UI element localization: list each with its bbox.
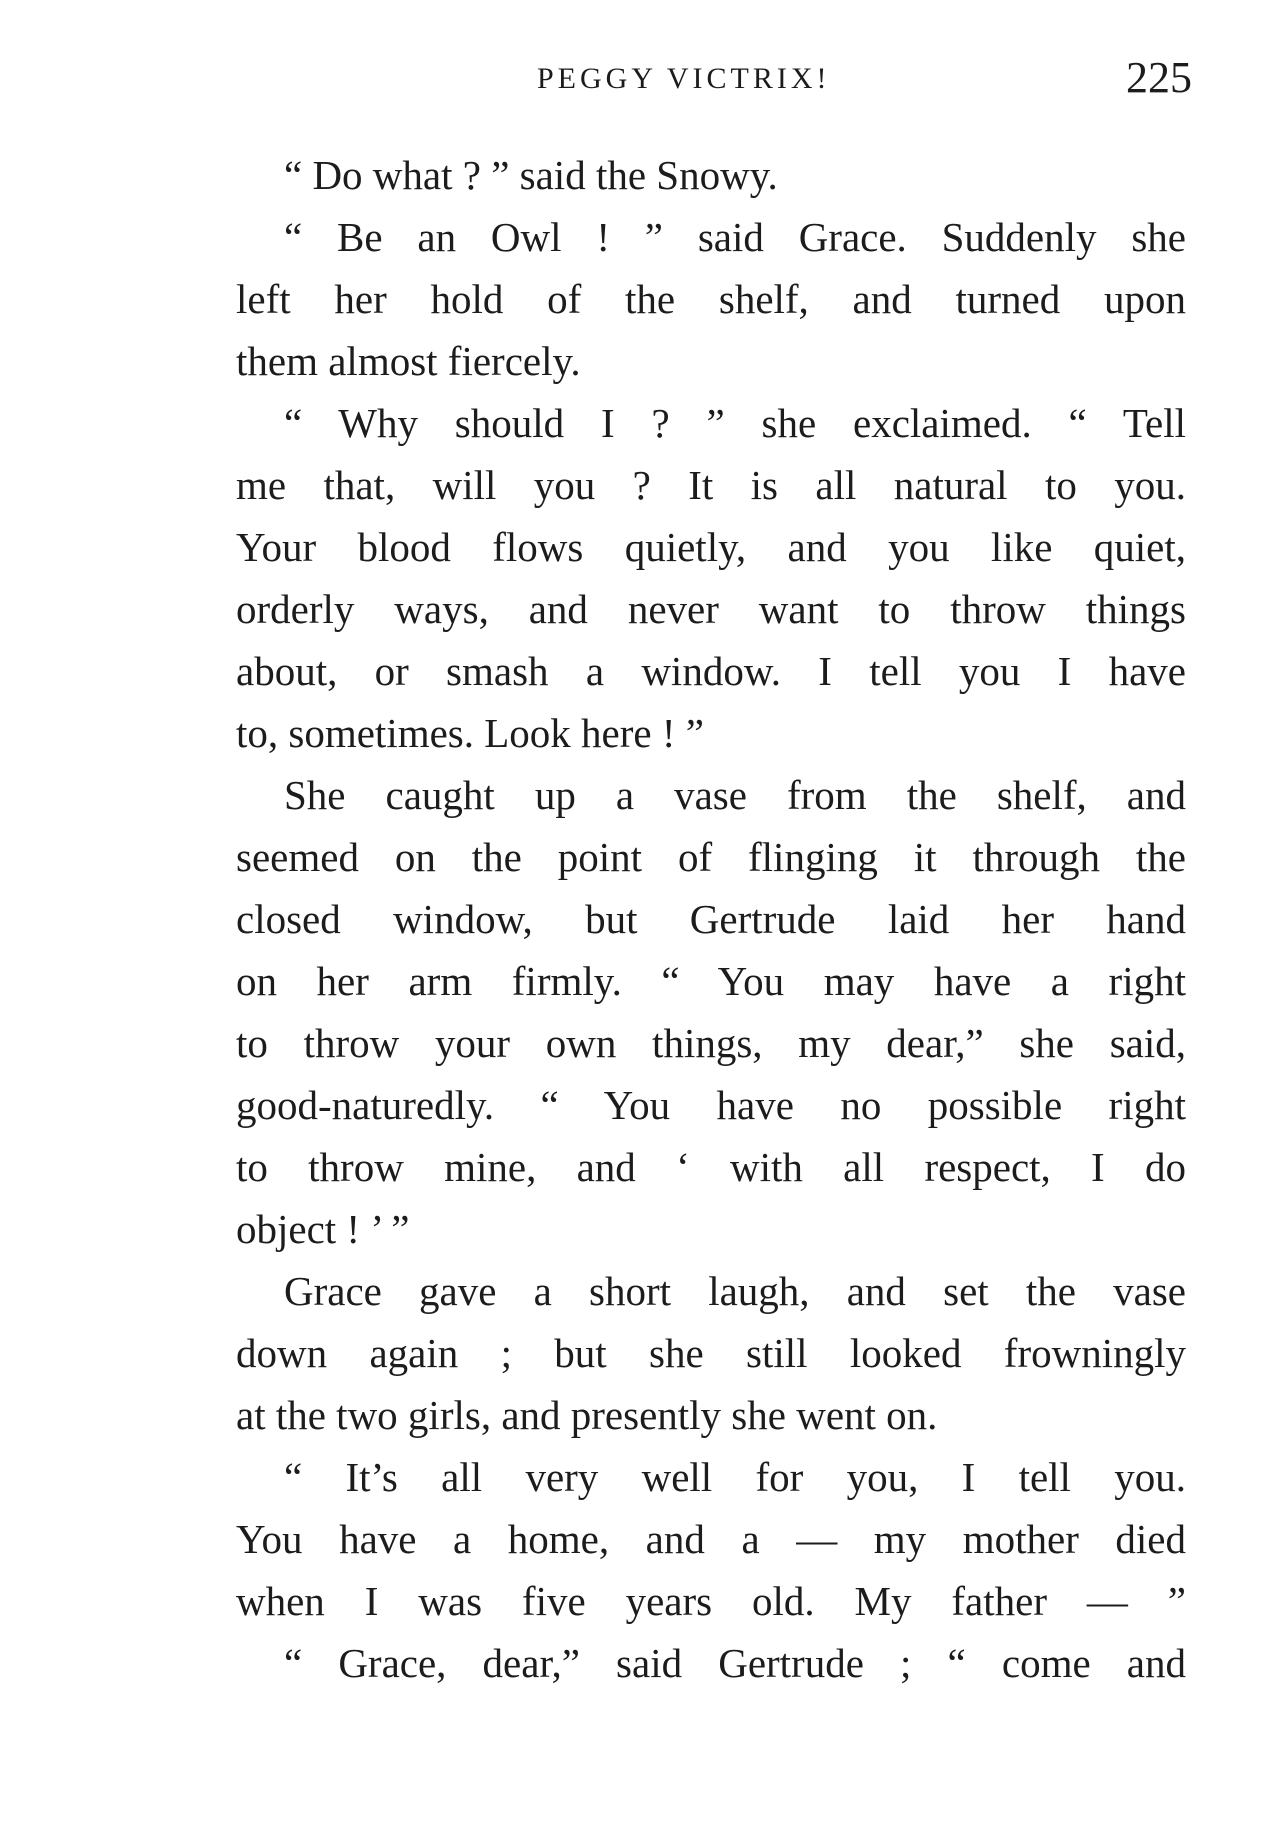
text-line: on her arm firmly. “ You may have a right (236, 958, 1186, 1004)
text-line: good-naturedly. “ You have no possible right (236, 1082, 1186, 1128)
text-line: to throw your own things, my dear,” she said, (236, 1020, 1186, 1066)
text-line: left her hold of the shelf, and turned upon (236, 276, 1186, 322)
text-line: down again ; but she still looked frowningly (236, 1330, 1186, 1376)
text-line: “ It’s all very well for you, I tell you. (284, 1454, 1186, 1500)
text-line: at the two girls, and presently she went on. (236, 1392, 938, 1438)
text-line: them almost fiercely. (236, 338, 581, 384)
running-title: PEGGY VICTRIX! (537, 62, 831, 95)
text-line: orderly ways, and never want to throw things (236, 586, 1186, 632)
text-line: closed window, but Gertrude laid her hand (236, 896, 1186, 942)
text-line: Your blood flows quietly, and you like quiet, (236, 524, 1186, 570)
text-line: Grace gave a short laugh, and set the vase (284, 1268, 1186, 1314)
page-number: 225 (1126, 53, 1192, 102)
text-line: “ Grace, dear,” said Gertrude ; “ come and (284, 1640, 1186, 1686)
body-text (236, 144, 1186, 1694)
text-line: “ Why should I ? ” she exclaimed. “ Tell (284, 400, 1186, 446)
text-line: object ! ’ ” (236, 1206, 410, 1252)
text-line: She caught up a vase from the shelf, and (284, 772, 1186, 818)
running-head (232, 52, 1192, 108)
text-line: “ Be an Owl ! ” said Grace. Suddenly she (284, 214, 1186, 260)
text-line: You have a home, and a — my mother died (236, 1516, 1186, 1562)
text-line: seemed on the point of flinging it through the (236, 834, 1186, 880)
text-line: about, or smash a window. I tell you I have (236, 648, 1186, 694)
text-line: “ Do what ? ” said the Snowy. (284, 152, 778, 198)
text-line: me that, will you ? It is all natural to you. (236, 462, 1186, 508)
text-line: to, sometimes. Look here ! ” (236, 710, 704, 756)
text-line: to throw mine, and ‘ with all respect, I do (236, 1144, 1186, 1190)
text-line: when I was five years old. My father — ” (236, 1578, 1186, 1624)
